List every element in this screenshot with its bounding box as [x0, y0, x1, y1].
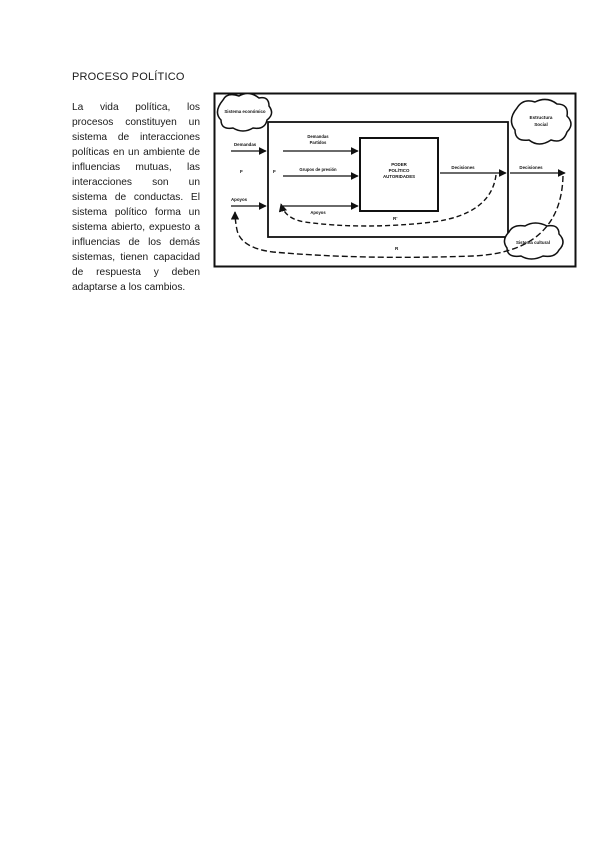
- label-sistema-cultural: Sistema cultural: [516, 240, 550, 245]
- label-demandas-partidos-2: Partidos: [309, 140, 327, 145]
- marker-r-inner: R': [393, 216, 398, 221]
- label-apoyos-inner: Apoyos: [310, 210, 326, 215]
- feedback-inner: [281, 175, 496, 226]
- label-autoridades: AUTORIDADES: [382, 174, 416, 179]
- label-demandas-outer: Demandas: [234, 142, 257, 147]
- label-estructura: Estructura: [529, 115, 553, 120]
- label-demandas-partidos-1: Demandas: [307, 134, 329, 139]
- label-decisiones-outer: Decisiones: [519, 165, 543, 170]
- marker-r-outer: R: [395, 246, 399, 251]
- label-apoyos-outer: Apoyos: [231, 197, 248, 202]
- diagram-svg: [213, 92, 577, 268]
- body-paragraph: La vida política, los procesos constituyen un sistema de interacciones políticas en un ambiente de influencias mutuas, las interacciones son un sistema de conductas. El sistema político forma un sistema abierto, expuesto a influencias de los demás sistemas, tienen capacidad de respuesta y deben adaptarse a los cambios.: [72, 102, 200, 293]
- political-system-diagram: [213, 92, 577, 268]
- label-grupos-presion: Grupos de presión: [299, 167, 337, 172]
- label-social: Social: [534, 122, 548, 127]
- page-heading: PROCESO POLÍTICO: [72, 71, 185, 83]
- label-poder: PODER: [391, 162, 407, 167]
- label-sistema-economico: Sistema económico: [224, 109, 266, 114]
- inner-frame: [268, 122, 508, 237]
- marker-f-outer: F: [240, 169, 243, 174]
- marker-f-inner: F: [273, 169, 276, 174]
- label-politico: POLÍTICO: [388, 168, 410, 173]
- label-decisiones-inner: Decisiones: [451, 165, 475, 170]
